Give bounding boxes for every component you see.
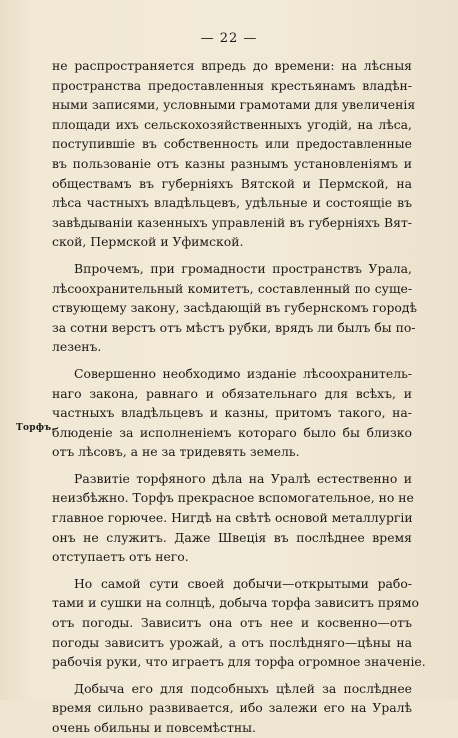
paragraph: [52, 259, 417, 357]
text-line: ствующему закону, засѣдающій въ губернскомъ городѣ: [52, 300, 417, 316]
text-line: Но самой сути своей добычи—открытыми рабо-: [74, 575, 412, 591]
text-line: Развитіе торфяного дѣла на Уралѣ естественно и: [74, 470, 412, 486]
text-line: Совершенно необходимо изданіе лѣсоохранитель-: [74, 365, 412, 381]
body-text: [52, 56, 426, 738]
text-line: неизбѣжно. Торфъ прекрасное вспомогательное, но не: [52, 490, 414, 506]
paragraph-gap: [52, 357, 412, 364]
text-line: пространства предоставленныя крестьянамъ владѣн-: [52, 77, 412, 93]
paragraph-gap: [52, 462, 412, 469]
paragraph-gap: [52, 672, 412, 679]
text-line: отъ лѣсовъ, а не за тридевять земель.: [52, 444, 300, 460]
page-number: — 22 —: [200, 31, 258, 46]
text-line: частныхъ владѣльцевъ и казны, притомъ такого, на-: [52, 405, 412, 421]
paragraph-gap: [52, 567, 412, 574]
text-line: отступаетъ отъ него.: [52, 549, 189, 565]
text-line: очень обильны и повсемѣстны.: [52, 720, 256, 735]
margin-note-peat: Торфъ.: [16, 423, 55, 433]
paragraph: [52, 574, 426, 672]
text-line: Впрочемъ, при громадности пространствъ Урала,: [74, 260, 412, 276]
text-line: ской, Пермской и Уфимской.: [52, 234, 244, 250]
paragraph: [52, 56, 416, 252]
text-line: площади ихъ сельскохозяйственныхъ угодій, на лѣса,: [52, 116, 412, 132]
text-line: главное горючее. Нигдѣ на свѣтѣ основой металлургіи: [52, 510, 413, 526]
text-line: за сотни верстъ отъ мѣстъ рубки, врядъ ли былъ бы по-: [52, 319, 416, 335]
text-line: блюденіе за исполненіемъ котораго было бы близко: [52, 424, 412, 440]
text-line: обществамъ въ губерніяхъ Вятской и Пермской, на: [52, 175, 412, 191]
text-line: ными записями, условными грамотами для увеличенія: [52, 97, 416, 113]
paragraph: [52, 364, 412, 462]
text-line: Добыча его для подсобныхъ цѣлей за послѣднее: [74, 680, 412, 696]
text-line: поступившіе въ собственность или предоставленные: [52, 136, 412, 152]
text-line: время сильно развивается, ибо залежи его на Уралѣ: [52, 700, 412, 716]
text-line: лѣса частныхъ владѣльцевъ, удѣльные и состоящіе въ: [52, 195, 412, 211]
text-line: завѣдываніи казенныхъ управленій въ губерніяхъ Вят-: [52, 214, 412, 230]
paragraph: [52, 679, 412, 738]
text-line: погоды зависитъ урожай, а отъ послѣдняго—цѣны на: [52, 634, 412, 650]
text-line: въ пользованіе отъ казны разнымъ установленіямъ и: [52, 155, 412, 171]
text-line: тами и сушки на солнцѣ, добыча торфа зависитъ прямо: [52, 595, 419, 611]
text-line: наго закона, равнаго и обязательнаго для всѣхъ, и: [52, 385, 412, 401]
text-line: не распространяется впредь до времени: на лѣсныя: [52, 58, 412, 73]
text-line: лѣсоохранительный комитетъ, составленный по суще-: [52, 280, 412, 296]
text-line: онъ не служитъ. Даже Швеція въ послѣднее время: [52, 529, 412, 545]
paragraph: [52, 469, 412, 567]
text-line: отъ погоды. Зависитъ она отъ нее и косвенно—отъ: [52, 615, 412, 631]
text-line: рабочія руки, что играетъ для торфа огромное значеніе.: [52, 654, 426, 670]
paragraph-gap: [52, 252, 412, 259]
text-line: лезенъ.: [52, 339, 102, 355]
